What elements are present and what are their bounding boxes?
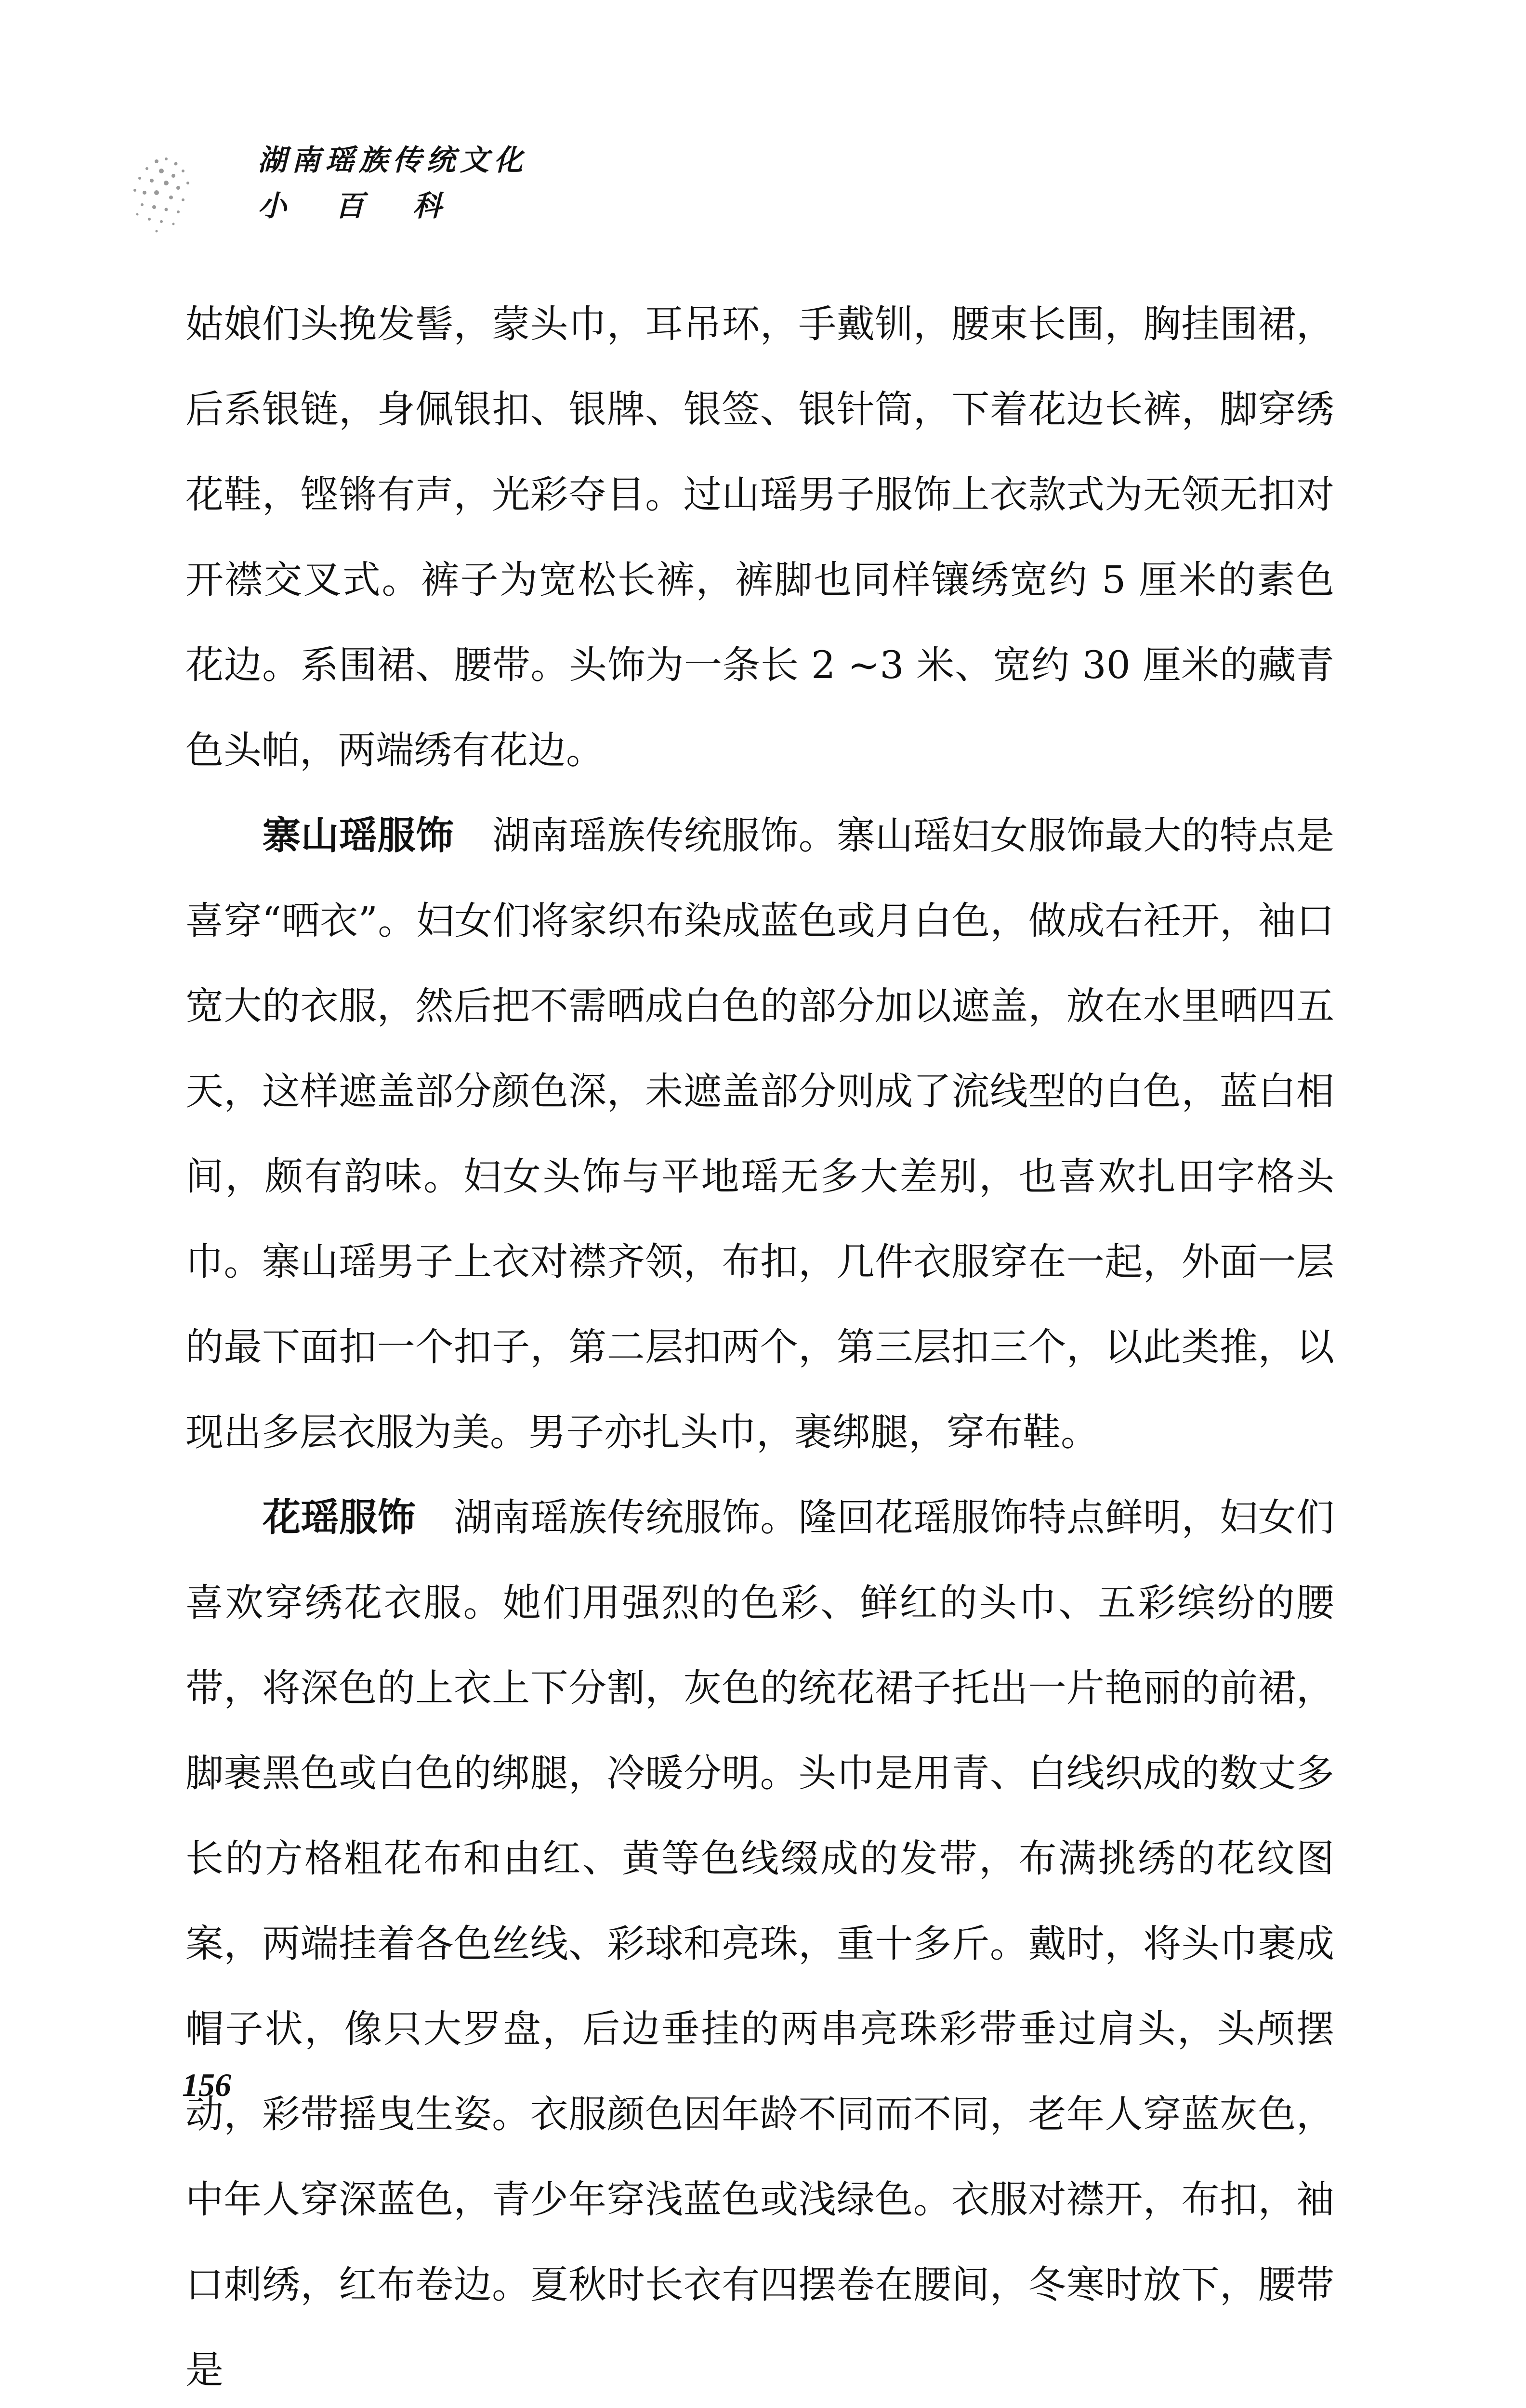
paragraph-text: 湖南瑶族传统服饰。寨山瑶妇女服饰最大的特点是喜穿“晒衣”。妇女们将家织布染成蓝色或月白色，做成右衽开，袖口宽大的衣服，然后把不需晒成白色的部分加以遮盖，放在水里晒四五天，这样遮盖部分颜色深，未遮盖部分则成了流线型的白色，蓝白相间，颇有韵味。妇女头饰与平地瑶无多大差别，也喜欢扎田字格头巾。寨山瑶男子上衣对襟齐领，布扣，几件衣服穿在一起，外面一层的最下面扣一个扣子，第二层扣两个，第三层扣三个，以此类推，以现出多层衣服为美。男子亦扎头巾，裹绑腿，穿布鞋。: [185, 813, 1335, 1454]
header-title: 湖南瑶族传统文化: [258, 144, 527, 177]
decorative-ornament-icon: [108, 142, 205, 238]
paragraph-text: 姑娘们头挽发髻，蒙头巾，耳吊环，手戴钏，腰束长围，胸挂围裙，后系银链，身佩银扣、银牌、银签、银针筒，下着花边长裤，脚穿绣花鞋，铿锵有声，光彩夺目。过山瑶男子服饰上衣款式为无领无扣对开襟交叉式。裤子为宽松长裤，裤脚也同样镶绣宽约 5 厘米的素色花边。系围裙、腰带。头饰为一条长 2 ~3 米、宽约 30 厘米的藏青色头帕，两端绣有花边。: [185, 302, 1334, 772]
header-subtitle: 小 百 科: [258, 189, 461, 223]
paragraph: [185, 282, 1334, 793]
paragraph: [185, 1475, 1334, 2408]
entry-term: 寨山瑶服饰: [263, 813, 454, 858]
entry-term: 花瑶服饰: [263, 1495, 416, 1540]
paragraph-text: 湖南瑶族传统服饰。隆回花瑶服饰特点鲜明，妇女们喜欢穿绣花衣服。她们用强烈的色彩、鲜红的头巾、五彩缤纷的腰带，将深色的上衣上下分割，灰色的统花裙子托出一片艳丽的前裙，脚裹黑色或白色的绑腿，冷暖分明。头巾是用青、白线织成的数丈多长的方格粗花布和由红、黄等色线缀成的发带，布满挑绣的花纹图案，两端挂着各色丝线、彩球和亮珠，重十多斤。戴时，将头巾裹成帽子状，像只大罗盘，后边垂挂的两串亮珠彩带垂过肩头，头颅摆动，彩带摇曳生姿。衣服颜色因年龄不同而不同，老年人穿蓝灰色，中年人穿深蓝色，青少年穿浅蓝色或浅绿色。衣服对襟开，布扣，袖口刺绣，红布卷边。夏秋时长衣有四摆卷在腰间，冬寒时放下，腰带是: [185, 1495, 1335, 2392]
page-number: 156: [182, 2067, 231, 2103]
paragraph: [185, 793, 1334, 1475]
body-text: [185, 282, 1334, 2408]
running-header: [154, 123, 732, 248]
